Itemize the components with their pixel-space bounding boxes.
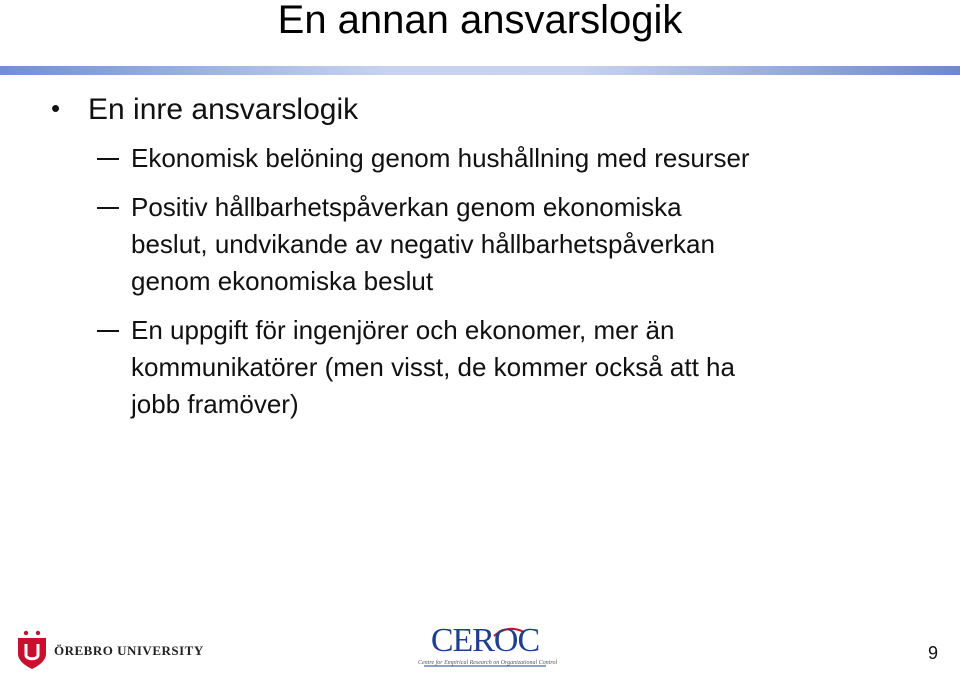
- sub-item-1-line-1: Ekonomisk belöning genom hushållning med resurser: [131, 143, 750, 173]
- sub-item-2: [131, 189, 931, 300]
- bullet-dot: •: [51, 93, 61, 123]
- sub-item-2-line-1: Positiv hållbarhetspåverkan genom ekonomiska: [131, 192, 682, 222]
- ceroc-logo-text: CEROC: [430, 622, 540, 659]
- sub-item-2-line-3: genom ekonomiska beslut: [131, 266, 434, 296]
- page-number: 9: [927, 643, 938, 663]
- sub-item-2-line-2: beslut, undvikande av negativ hållbarhetspåverkan: [131, 229, 715, 259]
- sub-item-3: [131, 312, 931, 423]
- sub-item-3-line-2: kommunikatörer (men visst, de kommer också att ha: [131, 352, 735, 382]
- bullet-level1: En inre ansvarslogik: [88, 93, 359, 126]
- dash-marker: [97, 207, 119, 209]
- dash-marker: [97, 158, 119, 160]
- ceroc-caption: Centre for Empirical Research on Organizational Control: [418, 660, 558, 666]
- sub-item-1: [131, 140, 931, 177]
- slide-title: En annan ansvarslogik: [277, 0, 683, 42]
- university-name: ÖREBRO UNIVERSITY: [54, 643, 204, 658]
- sub-item-3-line-3: jobb framöver): [131, 389, 299, 419]
- title-divider: [0, 66, 960, 75]
- sub-item-3-line-1: En uppgift för ingenjörer och ekonomer, mer än: [131, 315, 675, 345]
- orebro-logo-icon: [14, 630, 50, 670]
- dash-marker: [97, 330, 119, 332]
